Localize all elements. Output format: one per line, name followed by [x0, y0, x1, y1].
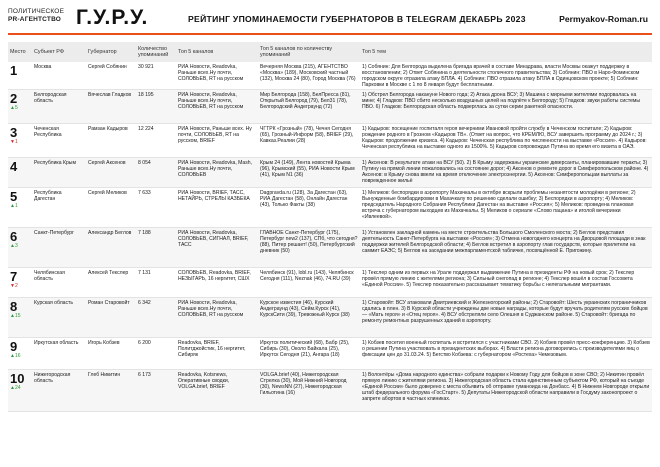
- col-header-count: Количество упоминаний: [136, 42, 176, 62]
- table-header-row: [8, 42, 652, 62]
- top-channels-by-count-cell: Иркутск политический (68), Бабр (25), Сибирь (30), Около Байкала (25), Иркутск Сегодня (21), Ангара (18): [258, 338, 360, 370]
- region-cell: Белгородская область: [32, 90, 86, 124]
- top-channels-by-count-cell: ЧГТРК «Грозный» (78), Чечня Сегодня (65), Грозный-Информ (58), BRIEF (29), Кавказ.Реалии (28): [258, 124, 360, 158]
- col-header-topics: Топ 5 тем: [360, 42, 652, 62]
- col-header-rank: Место: [8, 42, 32, 62]
- rank-number: 4: [10, 158, 18, 174]
- table-row: [8, 268, 652, 298]
- logo-line-political: ПОЛИТИЧЕСКОЕ: [8, 8, 65, 15]
- rank-number: 7: [10, 268, 18, 284]
- top-channels-cell: Readovka, Kotsnews, Оперативные сводки, VOLGA.brief, BRIEF: [176, 370, 258, 412]
- top-topics-cell: 1) Меликов: беспорядки в аэропорту Махачкалы в октябре вскрыли проблемы незанятости молодёжи в регионе; 2) Вынужденные бомбардировки в Махачкалу по решению сделали ошибку; 3) Беспорядки в аэропорту; 4) Меликов: председатель Народного Собрания Республики Дагестан на выставке «Россия»; 5) Меликов: проведена плановая встреча с губернатором выходцев из Махачкалы. 5) Меликов о сериале «Слово пацана» и иголой вечеринки «Ивлеевой».: [360, 188, 652, 228]
- governor-cell: Рамзан Кадыров: [86, 124, 136, 158]
- top-channels-by-count-cell: Вечерняя Москва (215), АГЕНТСТВО «Москва» (189), Московский частный (132), Москва 24 (80), Город Москва (76): [258, 62, 360, 90]
- governor-cell: Глеб Никитин: [86, 370, 136, 412]
- region-cell: Челябинская область: [32, 268, 86, 298]
- top-topics-cell: 1) Обстрел Белгорода накануне Нового года; 2) Атака дрона ВСУ; 3) Машина с мирными жителями подорвалась на мине; 4) Гладков: ПВО сбито несколько воздушных целей на подлёте к Белгороду; 5) Гладков: звуки работы системы ПВО. 6) Гладков: Белгородская область подверглась за сутки серии ракетной опасности.: [360, 90, 652, 124]
- table-row: [8, 90, 652, 124]
- top-channels-by-count-cell: Мир Белгорода (158), БелПресса (81), Открытый Белгород (79), Бел31 (78), Белгородский Андеграунд (72): [258, 90, 360, 124]
- table-row: [8, 370, 652, 412]
- rank-change: ▲24: [10, 384, 21, 391]
- rank-number: 2: [10, 90, 18, 106]
- col-header-region: Субъект РФ: [32, 42, 86, 62]
- mentions-count-cell: 8 054: [136, 158, 176, 188]
- mentions-count-cell: 7 131: [136, 268, 176, 298]
- agency-subtitle: [8, 8, 64, 23]
- region-cell: Курская область: [32, 298, 86, 338]
- top-channels-cell: РИА Новости, Readovka, Mash, Раньше всех.Ну почти, СОЛОВЬЕВ: [176, 158, 258, 188]
- top-channels-by-count-cell: Dagpravda.ru (128), За Дагестан (63), РИА Дагестан (58), Онлайн Дагестан (43), Только Факты (38): [258, 188, 360, 228]
- site-link[interactable]: Permyakov-Roman.ru: [559, 14, 648, 24]
- rank-cell: [8, 370, 32, 412]
- agency-logo: Г.У.Р.У.: [76, 6, 149, 29]
- rank-cell: [8, 268, 32, 298]
- page-title: РЕЙТИНГ УПОМИНАЕМОСТИ ГУБЕРНАТОРОВ В TELEGRAM ДЕКАБРЬ 2023: [188, 14, 526, 24]
- header-divider: [8, 33, 652, 35]
- governor-cell: Сергей Аксенов: [86, 158, 136, 188]
- top-channels-cell: РИА Новости, Readovka, Раньше всех.Ну почти, СОЛОВЬЕВ, RT на русском: [176, 298, 258, 338]
- table-row: [8, 124, 652, 158]
- rank-number: 9: [10, 338, 18, 354]
- governor-cell: Алексей Текслер: [86, 268, 136, 298]
- governor-cell: Игорь Кобзев: [86, 338, 136, 370]
- col-header-channels-by-count: Топ 5 каналов по количеству упоминаний: [258, 42, 360, 62]
- top-channels-cell: РИА Новости, Readovka, Раньше всех.Ну почти, СОЛОВЬЕВ, RT на русском: [176, 62, 258, 90]
- rank-change: ▼2: [10, 282, 18, 289]
- top-channels-by-count-cell: Курское известия (46), Курский Андеграунд (43), Сейм.Курск (41), КурскСити (39), Тревожный Курск (38): [258, 298, 360, 338]
- mentions-count-cell: 30 921: [136, 62, 176, 90]
- mentions-count-cell: 7 633: [136, 188, 176, 228]
- top-channels-by-count-cell: Крым 24 (149), Лента новостей Крыма (96), Крымский (55), РИА Новости Крым (41), Крым N1 (36): [258, 158, 360, 188]
- rank-cell: [8, 298, 32, 338]
- mentions-count-cell: 6 173: [136, 370, 176, 412]
- rank-cell: [8, 90, 32, 124]
- table-row: [8, 158, 652, 188]
- mentions-count-cell: 6 200: [136, 338, 176, 370]
- top-topics-cell: 1) Старовойт: ВСУ атаковали Дмитриевский и Железногорский районы; 2) Старовойт: Шесть украинских пограничников сдались в плен. 3) В Курской области учреждены две новые награды, которые будут вручать родителям русских бойцов — «Мать героя» и «Отец героя». 4) ВСУ обстреляли село Олешня в Суджанском районе. 5) Старовойт: бригада по ремонту ремонтных разрушенных зданий в аэропорту.: [360, 298, 652, 338]
- table-row: [8, 298, 652, 338]
- rank-cell: [8, 188, 32, 228]
- top-topics-cell: 1) Кобзев посетил военный госпиталь и встретился с участниками СВО. 2) Кобзев провёл пресс-конференцию. 3) Кобзев о решении Путина участвовать в президентских выборах. 4) Власти региона договорились с производителями яиц о фиксации цен до 31.03.24. 5) Бегство Кобзева: с губернатором «Ростеха» Чемезовым.: [360, 338, 652, 370]
- rank-change: ▲1: [10, 202, 18, 209]
- table-row: [8, 62, 652, 90]
- rank-number: 1: [10, 62, 18, 78]
- ranking-table: [8, 42, 652, 412]
- top-topics-cell: 1) Аксенов: В результате атаки на ВСУ (50). 2) В Крыму задержаны украинские диверсанты, планировавшие теракты; 3) Путину на прямой линии пожаловались на состояние дорог; 4) Аксенов о ремонте дорог в Симферопольском районе. 4) Аксенов: в Крыму снова ввели на время отключение электроэнергии. 5) Аксенов: Симферопольцам выплаты за поврежденное жильё: [360, 158, 652, 188]
- rank-cell: [8, 62, 32, 90]
- rank-number: 6: [10, 228, 18, 244]
- top-topics-cell: 1) Волонтёры «Дома народного единства» собрали подарки к Новому Году для бойцов в зоне СВО; 2) Никитин провёл прямую линию с жителями региона. 3) Нижегородская область стала единственным субъектом РФ, который на съезде «Единой России» было доверено с места объявить об отправке гуманоида на Донбасс. 4) В Нижнем Новгороде открыли штаб федерального форума «ГосСтарт». 5) Депутаты Нижегородской области направили в Госдуму законопроект о запрете абортов в частных клиниках.: [360, 370, 652, 412]
- region-cell: Чеченская Республика: [32, 124, 86, 158]
- mentions-count-cell: 7 188: [136, 228, 176, 268]
- rank-cell: [8, 228, 32, 268]
- top-channels-cell: Readovka, BRIEF, Политджойстик, 16 нергитет, Сибиряк: [176, 338, 258, 370]
- top-topics-cell: 1) Текслер одним из первых на Урале поддержал выдвижение Путина в президенты РФ на новый срок; 2) Текслер провёл прямую линию с жителями региона; 3) Сильный снегопад в регионе; 4) Текслер вошёл в состав Госсовета «Единой России». 5) Текслер показательно рассказывает тематику борьбы с нелегальными мигрантами.: [360, 268, 652, 298]
- region-cell: Нижегородская область: [32, 370, 86, 412]
- governor-cell: Сергей Меликов: [86, 188, 136, 228]
- region-cell: Иркутская область: [32, 338, 86, 370]
- top-channels-by-count-cell: Челябинск (91), lobl.ru (143), Челябинск Сегодня (111), Neznak (46), 74.RU (39): [258, 268, 360, 298]
- rank-number: 10: [10, 370, 25, 386]
- top-channels-cell: СОЛОВЬЕВ, Readovka, BRIEF, НЕЗЫГАРЬ, 16 нергитет, СШХ: [176, 268, 258, 298]
- region-cell: Санкт-Петербург: [32, 228, 86, 268]
- top-channels-cell: РИА Новости, Readovka, Раньше всех.Ну почти, СОЛОВЬЕВ, RT на русском: [176, 90, 258, 124]
- governor-cell: Александр Беглов: [86, 228, 136, 268]
- governor-cell: Вячеслав Гладков: [86, 90, 136, 124]
- rank-number: 3: [10, 124, 18, 140]
- rank-number: 5: [10, 188, 18, 204]
- logo-line-pr: PR-АГЕНТСТВО: [8, 15, 62, 23]
- region-cell: Республика Крым: [32, 158, 86, 188]
- region-cell: Москва: [32, 62, 86, 90]
- rank-change: ▲16: [10, 352, 21, 359]
- table-row: [8, 188, 652, 228]
- rank-cell: [8, 124, 32, 158]
- table-row: [8, 338, 652, 370]
- governor-cell: Роман Старовойт: [86, 298, 136, 338]
- rank-cell: [8, 338, 32, 370]
- top-channels-cell: РИА Новости, BRIEF, ТАСС, НЕТАЙРЬ, СТРЕЛЫ КАЗБЕКА: [176, 188, 258, 228]
- rank-number: 8: [10, 298, 18, 314]
- top-topics-cell: 1) Собянин: Для Белгорода выделена бригада врачей в составе Минздрава, власти Москвы окажут поддержку в восстановлении; 2) Ответ Собянина о деятельности столичного правительства; 3) Собянин: ПВО в Наро-Фоминском городском округе отразила атаку БПЛА. 4) Собянин: ПВО отразила атаку БПЛА в Одинцовском проекте; 5) Собянин: Парковки в Москве с 1 по 8 января будут бесплатными.: [360, 62, 652, 90]
- col-header-governor: Губернатор: [86, 42, 136, 62]
- top-channels-cell: РИА Новости, Раньше всех. Ну почти, СОЛОВЬЕВ, RT на русском, BRIEF: [176, 124, 258, 158]
- top-channels-cell: РИА Новости, Readovka, СОЛОВЬЕВ, СИГНАЛ, BRIEF, ТАСС: [176, 228, 258, 268]
- col-header-channels: Топ 5 каналов: [176, 42, 258, 62]
- governor-cell: Сергей Собянин: [86, 62, 136, 90]
- mentions-count-cell: 18 195: [136, 90, 176, 124]
- rank-change: ▲3: [10, 242, 18, 249]
- top-topics-cell: 1) Кадыров: посещение госпиталя героя вечерними Ивановой пройти службу в Чеченском госпитале; 2) Кадыров: рождение родного в Грозном «Кадыров ТВ». (Ответ на вопрос, что КРЕМЛЮ, ВСУ завершить программу до 2024 г.; 3) Кадыров: продолжение кризиса. 4) Кадыров: Чеченская республика по численности на выставке «Россия». 4) Кадыров: Чеченская республика на выставке одного из 1500%. 5) Кадыров сопровождал Путина во время его визита в ОАЭ.: [360, 124, 652, 158]
- top-topics-cell: 1) Установлен закладной камень на месте строительства Большого Смоленского моста; 2) Беглов представил деятельность Санкт-Петербурга на выставке «Россия»; 3) Отмена новогоднего концерта на Дворцовой площади в знак поддержки жителей Белгородской области; 4) Беглов встретил в аэропорту глав государств, которые прилетели на саммит ЕАЭС; 5) Беглов на заседании межпарламентской табличке, посвящённой Е. Пригожину.: [360, 228, 652, 268]
- mentions-count-cell: 6 342: [136, 298, 176, 338]
- rank-change: ▲15: [10, 312, 21, 319]
- rank-change: ▼1: [10, 138, 18, 145]
- top-channels-by-count-cell: VOLGA.brief (40), Нижегородская Стрелка (30), Мой Нижний Новгород (30), NewsNN (27), Нижегородская Гильотина (16): [258, 370, 360, 412]
- top-channels-by-count-cell: ГЛАВНОЕ Санкт-Петербург (175), Петербург new2 (137), СПб, что сегодня? (88), Питер решает! (50), Петербургский дневник (50): [258, 228, 360, 268]
- table-row: [8, 228, 652, 268]
- region-cell: Республика Дагестан: [32, 188, 86, 228]
- mentions-count-cell: 12 224: [136, 124, 176, 158]
- rank-change: ▲5: [10, 104, 18, 111]
- rank-cell: [8, 158, 32, 188]
